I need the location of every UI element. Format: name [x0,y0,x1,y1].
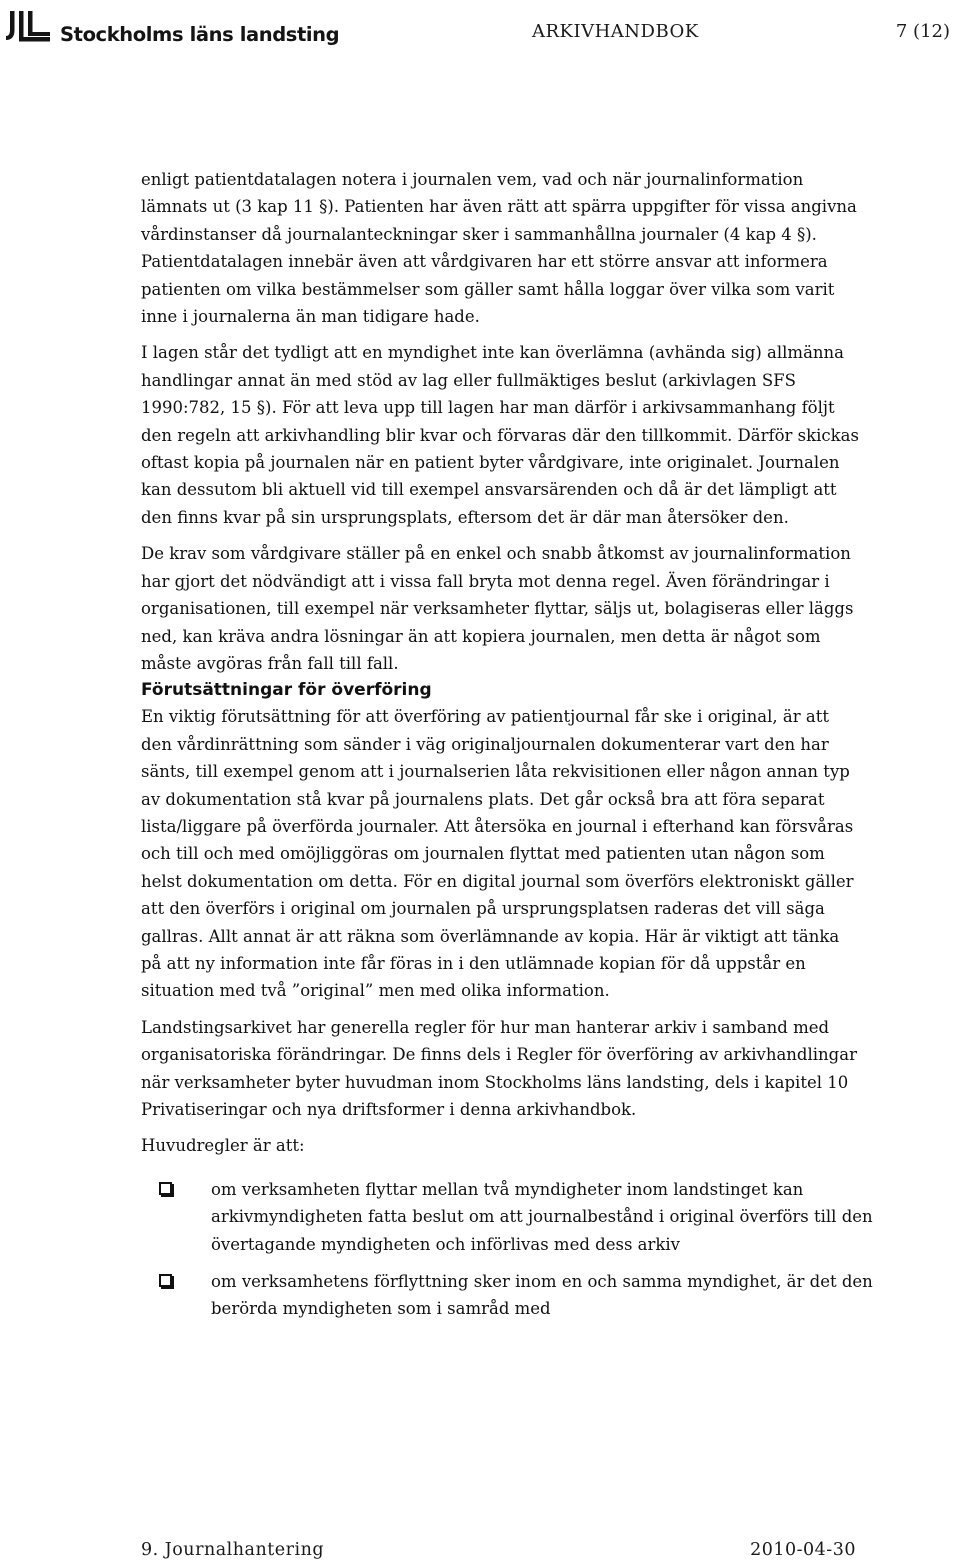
list-item [159,1176,881,1258]
document-title: ARKIVHANDBOK [532,21,699,42]
list-item [159,1268,881,1323]
list-item-text: om verksamheten flyttar mellan två myndigheter inom landstinget kan arkivmyndigheten fatta beslut om att journalbestånd i original överförs till den övertagande myndigheten och införlivas med dess arkiv [211,1179,873,1254]
page-number: 7 (12) [895,21,950,42]
section-heading: Förutsättningar för överföring [141,680,432,701]
page-header [0,0,960,60]
footer-chapter: 9. Journalhantering [141,1540,325,1560]
checkbox-icon [159,1274,172,1287]
body-paragraph: enligt patientdatalagen notera i journalen vem, vad och när journalinformation lämnats ut (3 kap 11 §). Patienten har även rätt att spärra uppgifter för vissa angivna vårdinstanser då journalanteckningar sker i sammanhållna journaler (4 kap 4 §). Patientdatalagen innebär även att vårdgivaren har ett större ansvar att informera patienten om vilka bestämmelser som gäller samt hålla loggar över vilka som varit inne i journalerna än man tidigare hade. [141,170,857,327]
body-paragraph: Landstingsarkivet har generella regler för hur man hanterar arkiv i samband med organisatoriska förändringar. De finns dels i Regler för överföring av arkivhandlingar när verksamheter byter huvudman inom Stockholms läns landsting, dels i kapitel 10 Privatiseringar och nya driftsformer i denna arkivhandbok. [141,1017,857,1119]
body-paragraph: En viktig förutsättning för att överföring av patientjournal får ske i original, är att den vårdinrättning som sänder i väg originaljournalen dokumenterar vart den har sänts, till exempel genom att i journalserien låta rekvisitionen eller någon annan typ av dokumentation stå kvar på journalens plats. Det går också bra att föra separat lista/liggare på överförda journaler. Att återsöka en journal i efterhand kan försvåras och till och med omöjliggöras om journalen flyttat med patienten utan någon som helst dokumentation om detta. För en digital journal som överförs elektroniskt gäller att den överförs i original om journalen på ursprungsplatsen raderas det vill säga gallras. Allt annat är att räkna som överlämnande av kopia. Här är viktigt att tänka på att ny information inte får föras in i den utlämnade kopian för då uppstår en situation med två ”original” men med olika information. [141,707,854,1001]
checkbox-icon [159,1182,172,1195]
rules-intro: Huvudregler är att: [141,1136,305,1156]
sll-logo-icon [4,9,52,45]
body-paragraph: De krav som vårdgivare ställer på en enkel och snabb åtkomst av journalinformation har gjort det nödvändigt att i vissa fall bryta mot denna regel. Även förändringar i organisationen, till exempel när verksamheter flyttar, säljs ut, bolagiseras eller läggs ned, kan kräva andra lösningar än att kopiera journalen, men detta är något som måste avgöras från fall till fall. [141,544,854,673]
list-item-text: om verksamhetens förflyttning sker inom en och samma myndighet, är det den berörda myndigheten som i samråd med [211,1272,873,1319]
body-paragraph: I lagen står det tydligt att en myndighet inte kan överlämna (avhända sig) allmänna handlingar annat än med stöd av lag eller fullmäktiges beslut (arkivlagen SFS 1990:782, 15 §). För att leva upp till lagen har man därför i arkivsammanhang följt den regeln att arkivhandling blir kvar och förvaras där den tillkommit. Därför skickas oftast kopia på journalen när en patient byter vårdgivare, inte originalet. Journalen kan dessutom bli aktuell vid till exempel ansvarsärenden och då är det lämpligt att den finns kvar på sin ursprungsplats, eftersom det är där man återsöker den. [141,343,859,527]
organization-name: Stockholms läns landsting [60,23,340,46]
footer-date: 2010-04-30 [750,1540,856,1560]
document-body [141,166,873,1333]
rules-list [159,1176,881,1323]
